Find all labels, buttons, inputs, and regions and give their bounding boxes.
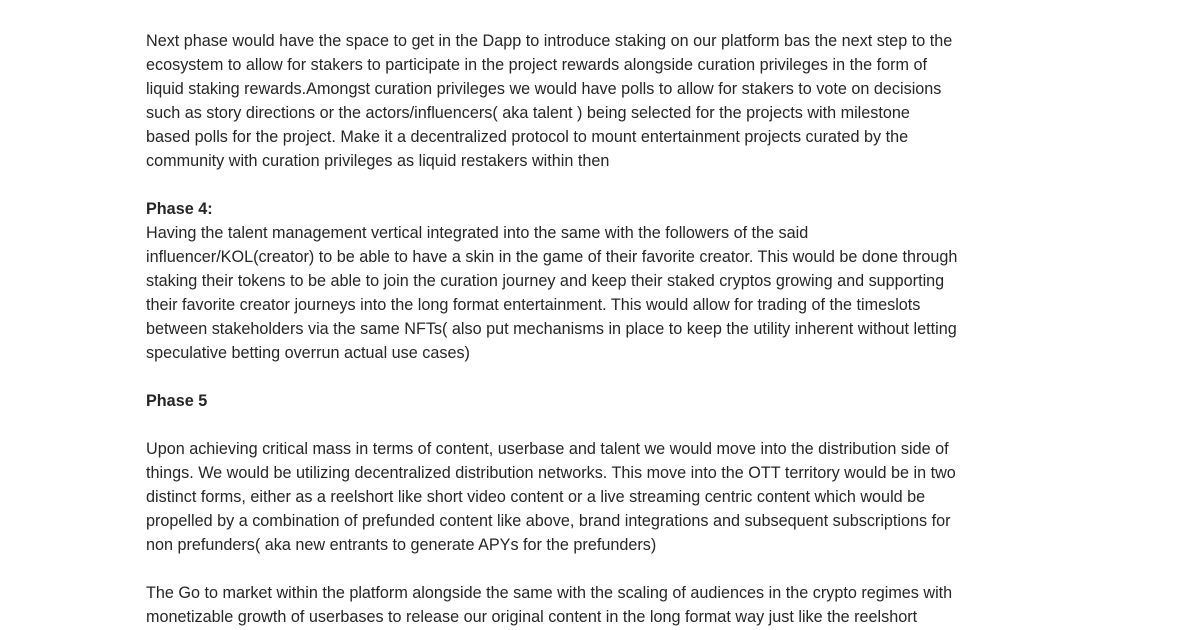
- paragraph-line: The Go to market within the platform alongside the same with the scaling of audiences in the crypto regimes with: [146, 584, 953, 602]
- paragraph-line: their favorite creator journeys into the long format entertainment. This would allow for trading of the timeslots: [146, 296, 921, 314]
- paragraph-line: ecosystem to allow for stakers to participate in the project rewards alongside curation privileges in the form of: [146, 56, 927, 74]
- paragraph-spacer: [146, 173, 1066, 197]
- paragraph-spacer: [146, 413, 1066, 437]
- paragraph-line: Upon achieving critical mass in terms of content, userbase and talent we would move into the distribution side of: [146, 440, 949, 458]
- paragraph-line: monetizable growth of userbases to release our original content in the long format way just like the reelshort: [146, 608, 918, 626]
- paragraph-line: staking their tokens to be able to join the curation journey and keep their staked cryptos growing and supporting: [146, 272, 945, 290]
- phase-4-heading: Phase 4:: [146, 200, 213, 218]
- intro-paragraph: [146, 29, 1066, 173]
- paragraph-spacer: [146, 557, 1066, 581]
- paragraph-line: liquid staking rewards.Amongst curation privileges we would have polls to allow for stakers to vote on decisions: [146, 80, 942, 98]
- paragraph-line: such as story directions or the actors/influencers( aka talent ) being selected for the projects with milestone: [146, 104, 910, 122]
- paragraph-line: Having the talent management vertical integrated into the same with the followers of the said: [146, 224, 809, 242]
- paragraph-line: influencer/KOL(creator) to be able to have a skin in the game of their favorite creator. This would be done through: [146, 248, 958, 266]
- paragraph-line: Next phase would have the space to get in the Dapp to introduce staking on our platform bas the next step to the: [146, 32, 953, 50]
- phase-5-heading: Phase 5: [146, 392, 208, 410]
- paragraph-line: non prefunders( aka new entrants to generate APYs for the prefunders): [146, 536, 657, 554]
- paragraph-line: things. We would be utilizing decentralized distribution networks. This move into the OTT territory would be in two: [146, 464, 956, 482]
- phase-4-section: [146, 197, 1066, 365]
- paragraph-line: based polls for the project. Make it a decentralized protocol to mount entertainment projects curated by the: [146, 128, 909, 146]
- paragraph-line: between stakeholders via the same NFTs( also put mechanisms in place to keep the utility inherent without letting: [146, 320, 957, 338]
- paragraph-line: community with curation privileges as liquid restakers within then: [146, 152, 610, 170]
- phase-5-section: [146, 389, 1066, 557]
- paragraph-line: distinct forms, either as a reelshort like short video content or a live streaming centric content which would be: [146, 488, 926, 506]
- paragraph-line: propelled by a combination of prefunded content like above, brand integrations and subsequent subscriptions for: [146, 512, 951, 530]
- document-body: [146, 29, 1066, 629]
- paragraph-line: speculative betting overrun actual use cases): [146, 344, 470, 362]
- paragraph-spacer: [146, 365, 1066, 389]
- go-to-market-paragraph: [146, 581, 1066, 629]
